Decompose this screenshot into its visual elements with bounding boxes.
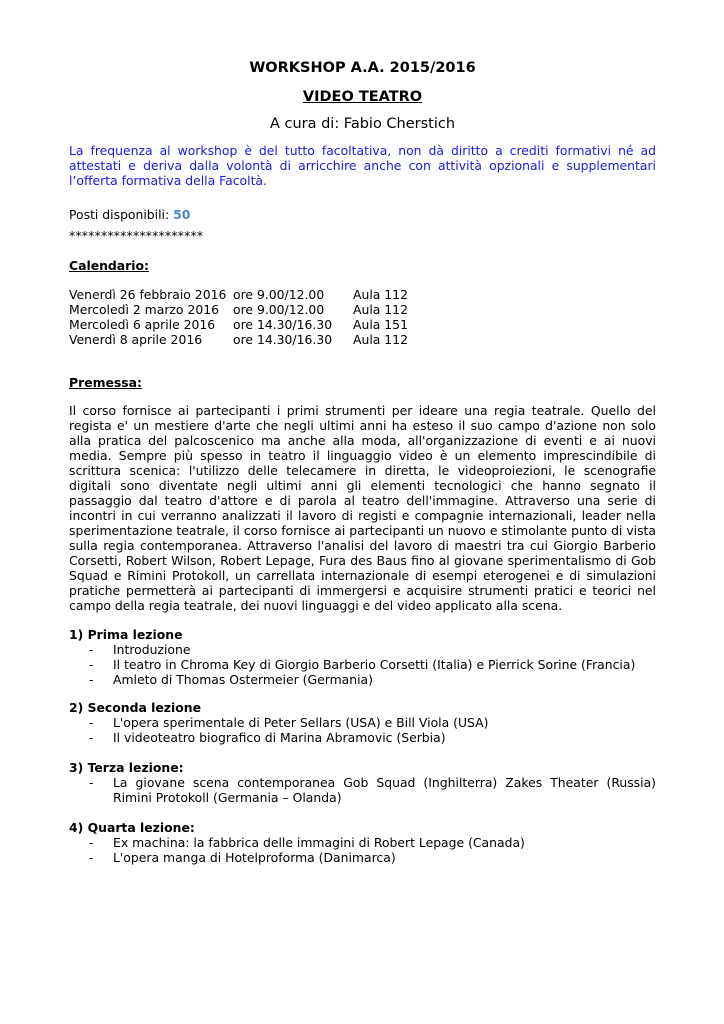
bullet-dash: - <box>89 730 94 745</box>
bullet-dash: - <box>89 835 94 850</box>
premessa-title: Premessa: <box>69 375 142 390</box>
list-item <box>69 730 656 745</box>
posti-value: 50 <box>173 207 191 222</box>
calendar-row <box>69 317 408 332</box>
intro-paragraph: La frequenza al workshop è del tutto facoltativa, non dà diritto a crediti formativi né ad attestati e deriva dalla volontà di arricchire anche con attività opzionali e supplementari l’offerta formativa della Facoltà. <box>69 143 656 188</box>
calendar-time: ore 14.30/16.30 <box>233 317 333 332</box>
list-item-text: L'opera sperimentale di Peter Sellars (USA) e Bill Viola (USA) <box>113 715 489 730</box>
list-item-text: Ex machina: la fabbrica delle immagini di Robert Lepage (Canada) <box>113 835 525 850</box>
lesson-2 <box>69 700 656 745</box>
calendar-day: Mercoledì 2 marzo 2016 <box>69 302 219 317</box>
calendar-row <box>69 302 408 317</box>
bullet-dash: - <box>89 672 94 687</box>
list-item <box>69 835 656 850</box>
calendar-row <box>69 332 408 347</box>
calendar-room: Aula 112 <box>353 332 408 347</box>
list-item <box>69 657 656 672</box>
lesson-title: 4) Quarta lezione: <box>69 820 195 835</box>
premessa-body: Il corso fornisce ai partecipanti i primi strumenti per ideare una regia teatrale. Quello del regista e' un mestiere d'arte che negli ultimi anni ha esteso il suo campo d'azione non solo alla pratica del palcoscenico ma anche alla moda, all'organizzazione di eventi e ai nuovi media. Sempre più spesso in teatro il linguaggio video è un elemento imprescindibile di scrittura scenica: l'utilizzo delle telecamere in diretta, le videoproiezioni, le scenografie digitali sono diventate negli ultimi anni gli elementi tecnologici che hanno segnato il passaggio dal teatro d'attore e di parola al teatro dell'immagine. Attraverso una serie di incontri in cui verranno analizzati il lavoro di registi e compagnie internazionali, leader nella sperimentazione teatrale, il corso fornisce ai partecipanti un nuovo e stimolante punto di vista sulla regia contemporanea. Attraverso l'analisi del lavoro di maestri tra cui Giorgio Barberio Corsetti, Robert Wilson, Robert Lepage, Fura des Baus fino al giovane sperimentalismo di Gob Squad e Rimini Protokoll, un carrellata internazionale di esempi eterogenei e di simulazioni pratiche permetterà ai partecipanti di immergersi e acquisire strumenti pratici e teorici nel campo della regia teatrale, dei nuovi linguaggi e del video applicato alla scena. <box>69 403 656 613</box>
calendar-day: Venerdì 8 aprile 2016 <box>69 332 203 347</box>
lesson-3 <box>69 760 656 805</box>
list-item-text: Introduzione <box>113 642 191 657</box>
lesson-1 <box>69 627 656 687</box>
bullet-dash: - <box>89 775 94 790</box>
calendar-row <box>69 287 408 302</box>
calendar-time: ore 9.00/12.00 <box>233 287 325 302</box>
list-item <box>69 672 656 687</box>
document-title: WORKSHOP A.A. 2015/2016 <box>249 60 476 76</box>
calendar-day: Venerdì 26 febbraio 2016 <box>69 287 227 302</box>
calendar-time: ore 14.30/16.30 <box>233 332 333 347</box>
list-item-text: Amleto di Thomas Ostermeier (Germania) <box>113 672 373 687</box>
lesson-4 <box>69 820 656 865</box>
calendar-room: Aula 112 <box>353 302 408 317</box>
calendar-day: Mercoledì 6 aprile 2016 <box>69 317 216 332</box>
list-item-text: Il videoteatro biografico di Marina Abramovic (Serbia) <box>113 730 446 745</box>
list-item-text: L'opera manga di Hotelproforma (Danimarca) <box>113 850 396 865</box>
lesson-title: 3) Terza lezione: <box>69 760 184 775</box>
lesson-items <box>69 835 656 865</box>
list-item <box>69 775 656 805</box>
posti-label: Posti disponibili: <box>69 207 174 222</box>
calendar-room: Aula 112 <box>353 287 408 302</box>
calendar-table <box>69 287 408 347</box>
lesson-title: 2) Seconda lezione <box>69 700 201 715</box>
bullet-dash: - <box>89 657 94 672</box>
list-item <box>69 715 656 730</box>
lesson-items <box>69 775 656 805</box>
list-item <box>69 642 656 657</box>
calendar-room: Aula 151 <box>353 317 408 332</box>
bullet-dash: - <box>89 642 94 657</box>
lesson-title: 1) Prima lezione <box>69 627 183 642</box>
posti-disponibili <box>69 207 190 222</box>
bullet-dash: - <box>89 715 94 730</box>
calendar-time: ore 9.00/12.00 <box>233 302 325 317</box>
lesson-items <box>69 715 656 745</box>
bullet-dash: - <box>89 850 94 865</box>
calendar-title: Calendario: <box>69 258 149 273</box>
lesson-items <box>69 642 656 687</box>
list-item-text: Il teatro in Chroma Key di Giorgio Barberio Corsetti (Italia) e Pierrick Sorine (Francia) <box>113 657 636 672</box>
document-subtitle: VIDEO TEATRO <box>302 89 423 105</box>
curator-line: A cura di: Fabio Cherstich <box>269 116 456 132</box>
list-item-text: La giovane scena contemporanea Gob Squad (Inghilterra) Zakes Theater (Russia) Rimini Protokoll (Germania – Olanda) <box>113 775 656 805</box>
list-item <box>69 850 656 865</box>
separator-line: ********************* <box>69 228 204 243</box>
